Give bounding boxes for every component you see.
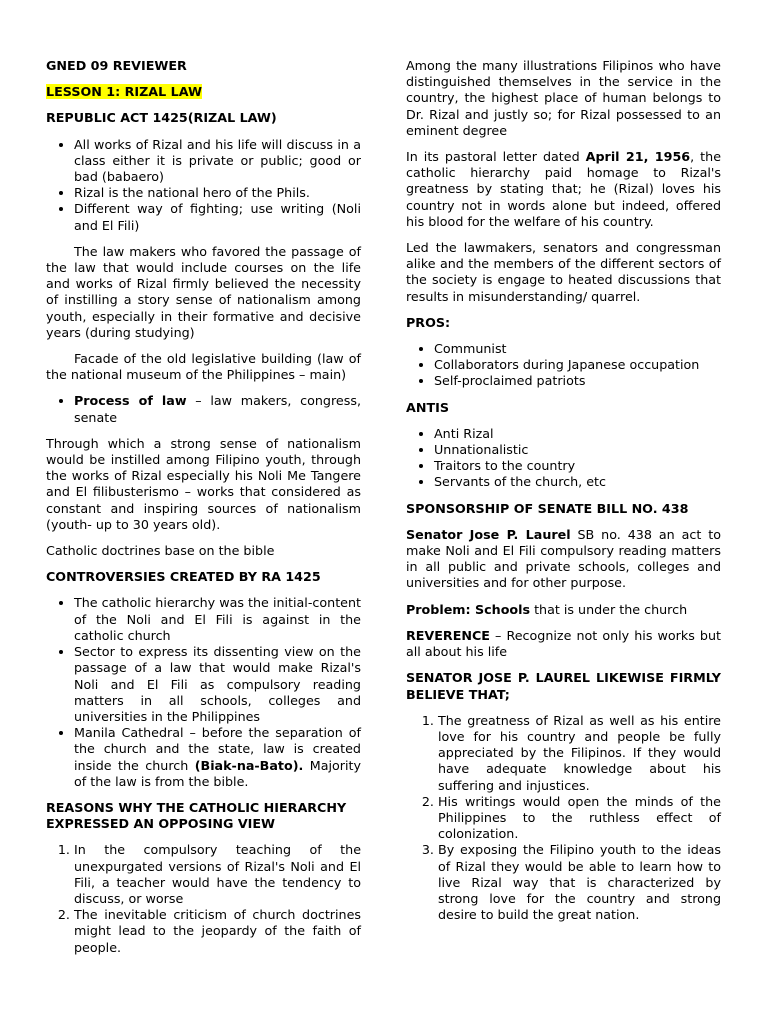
reasons-list: [46, 842, 361, 955]
sponsorship-heading: SPONSORSHIP OF SENATE BILL NO. 438: [406, 500, 689, 516]
controversies-heading: CONTROVERSIES CREATED BY RA 1425: [46, 569, 321, 585]
manila-text: Manila Cathedral – before the separation of the church and the state, law is created inside the church: [74, 725, 361, 773]
list-item: • Collaborators during Japanese occupation: [434, 357, 721, 373]
right-column: [406, 58, 721, 933]
paragraph: [406, 628, 721, 660]
process-definition: – law makers, congress, senate: [74, 393, 361, 425]
pastoral-date: April 21, 1956: [585, 149, 691, 165]
list-item: • Traitors to the country: [434, 458, 721, 474]
reverence-label: REVERENCE: [406, 627, 490, 643]
list-item: • Sector to express its dissenting view on the passage of a law that would make Rizal's Noli and El Fili as compulsory reading matters in all schools, colleges and universities in the Philippines: [74, 644, 361, 725]
list-item: • Unnationalistic: [434, 442, 721, 458]
controversies-list: [46, 595, 361, 789]
document-title: GNED 09 REVIEWER: [46, 58, 187, 73]
list-item: [74, 725, 361, 790]
ra-bullet-list: [46, 137, 361, 234]
paragraph: Through which a strong sense of nationalism would be instilled among Filipino youth, through the works of Rizal especially his Noli Me Tangere and El filibusterismo – works that considered as constant and inspiring sources of nationalism (youth- up to 30 years old).: [46, 435, 361, 532]
ra-heading: REPUBLIC ACT 1425(RIZAL LAW): [46, 110, 277, 126]
paragraph: [406, 602, 721, 618]
problem-label: Problem: Schools: [406, 601, 531, 617]
paragraph: Facade of the old legislative building (law of the national museum of the Philippines – main): [46, 351, 361, 383]
laurel-text: SB no. 438 an act to make Noli and El Fili compulsory reading matters in all public and private schools, colleges and universities and for other purpose.: [406, 526, 721, 591]
list-item: • Servants of the church, etc: [434, 474, 721, 490]
beliefs-list: [406, 713, 721, 924]
pastoral-text-end: , the catholic hierarchy paid homage to Rizal's greatness by stating that; he (Rizal) loves his country not in words alone but indeed, offered his blood for the welfare of his country.: [406, 149, 722, 229]
paragraph: Catholic doctrines base on the bible: [46, 543, 275, 559]
list-item: • Self-proclaimed patriots: [434, 373, 721, 389]
list-item: • Rizal is the national hero of the Phils.: [74, 185, 361, 201]
list-item: 3. By exposing the Filipino youth to the ideas of Rizal they would be able to learn how to live Rizal way that is characterized by strong love for the country and strong desire to build the great nation.: [438, 842, 721, 923]
process-term: Process of law: [74, 393, 187, 409]
pros-heading: PROS:: [406, 314, 451, 330]
list-item: 2. The inevitable criticism of church doctrines might lead to the jeopardy of the faith of people.: [74, 907, 361, 956]
laurel-heading: SENATOR JOSE P. LAUREL LIKEWISE FIRMLY BELIEVE THAT;: [406, 670, 721, 702]
list-item: 2. His writings would open the minds of the Philippines to the ruthless effect of colonization.: [438, 794, 721, 843]
left-column: [46, 58, 361, 966]
process-list: [46, 393, 361, 425]
reverence-text: – Recognize not only his works but all about his life: [406, 627, 721, 660]
list-item: • Communist: [434, 341, 721, 357]
pros-list: [406, 341, 721, 390]
paragraph: [406, 149, 721, 230]
list-item: 1. The greatness of Rizal as well as his entire love for his country and people be fully appreciated by the Filipinos. If they would have adequate knowledge about his suffering and injustices.: [438, 713, 721, 794]
biak-na-bato-term: (Biak-na-Bato).: [194, 757, 304, 773]
antis-list: [406, 426, 721, 491]
list-item: • All works of Rizal and his life will discuss in a class either it is private or public; good or bad (babaero): [74, 137, 361, 186]
reasons-heading: REASONS WHY THE CATHOLIC HIERARCHY EXPRESSED AN OPPOSING VIEW: [46, 799, 347, 832]
problem-text: that is under the church: [530, 601, 688, 617]
paragraph: [406, 527, 721, 592]
paragraph: Led the lawmakers, senators and congressman alike and the members of the different sectors of the society is engage to heated discussions that results in misunderstanding/ quarrel.: [406, 240, 721, 304]
lesson-heading: LESSON 1: RIZAL LAW: [46, 84, 202, 100]
paragraph: Among the many illustrations Filipinos who have distinguished themselves in the service in the country, the highest place of human belongs to Dr. Rizal and justly so; for Rizal possessed to an eminent degree: [406, 58, 721, 138]
list-item: • Anti Rizal: [434, 426, 721, 442]
laurel-name: Senator Jose P. Laurel: [406, 526, 571, 542]
paragraph: The law makers who favored the passage of the law that would include courses on the life and works of Rizal firmly believed the necessity of instilling a story sense of nationalism among youth, especially in their formative and decisive years (during studying): [46, 243, 361, 340]
list-item: • Different way of fighting; use writing (Noli and El Fili): [74, 201, 361, 233]
list-item: • The catholic hierarchy was the initial-content of the Noli and El Fili is against in the catholic church: [74, 595, 361, 644]
manila-text-end: Majority of the law is from the bible.: [74, 757, 361, 789]
list-item: [74, 393, 361, 425]
antis-heading: ANTIS: [406, 399, 449, 415]
list-item: 1. In the compulsory teaching of the unexpurgated versions of Rizal's Noli and El Fili, a teacher would have the tendency to discuss, or worse: [74, 842, 361, 907]
pastoral-text: In its pastoral letter dated: [406, 149, 586, 165]
lesson-heading-wrap: [46, 84, 361, 100]
